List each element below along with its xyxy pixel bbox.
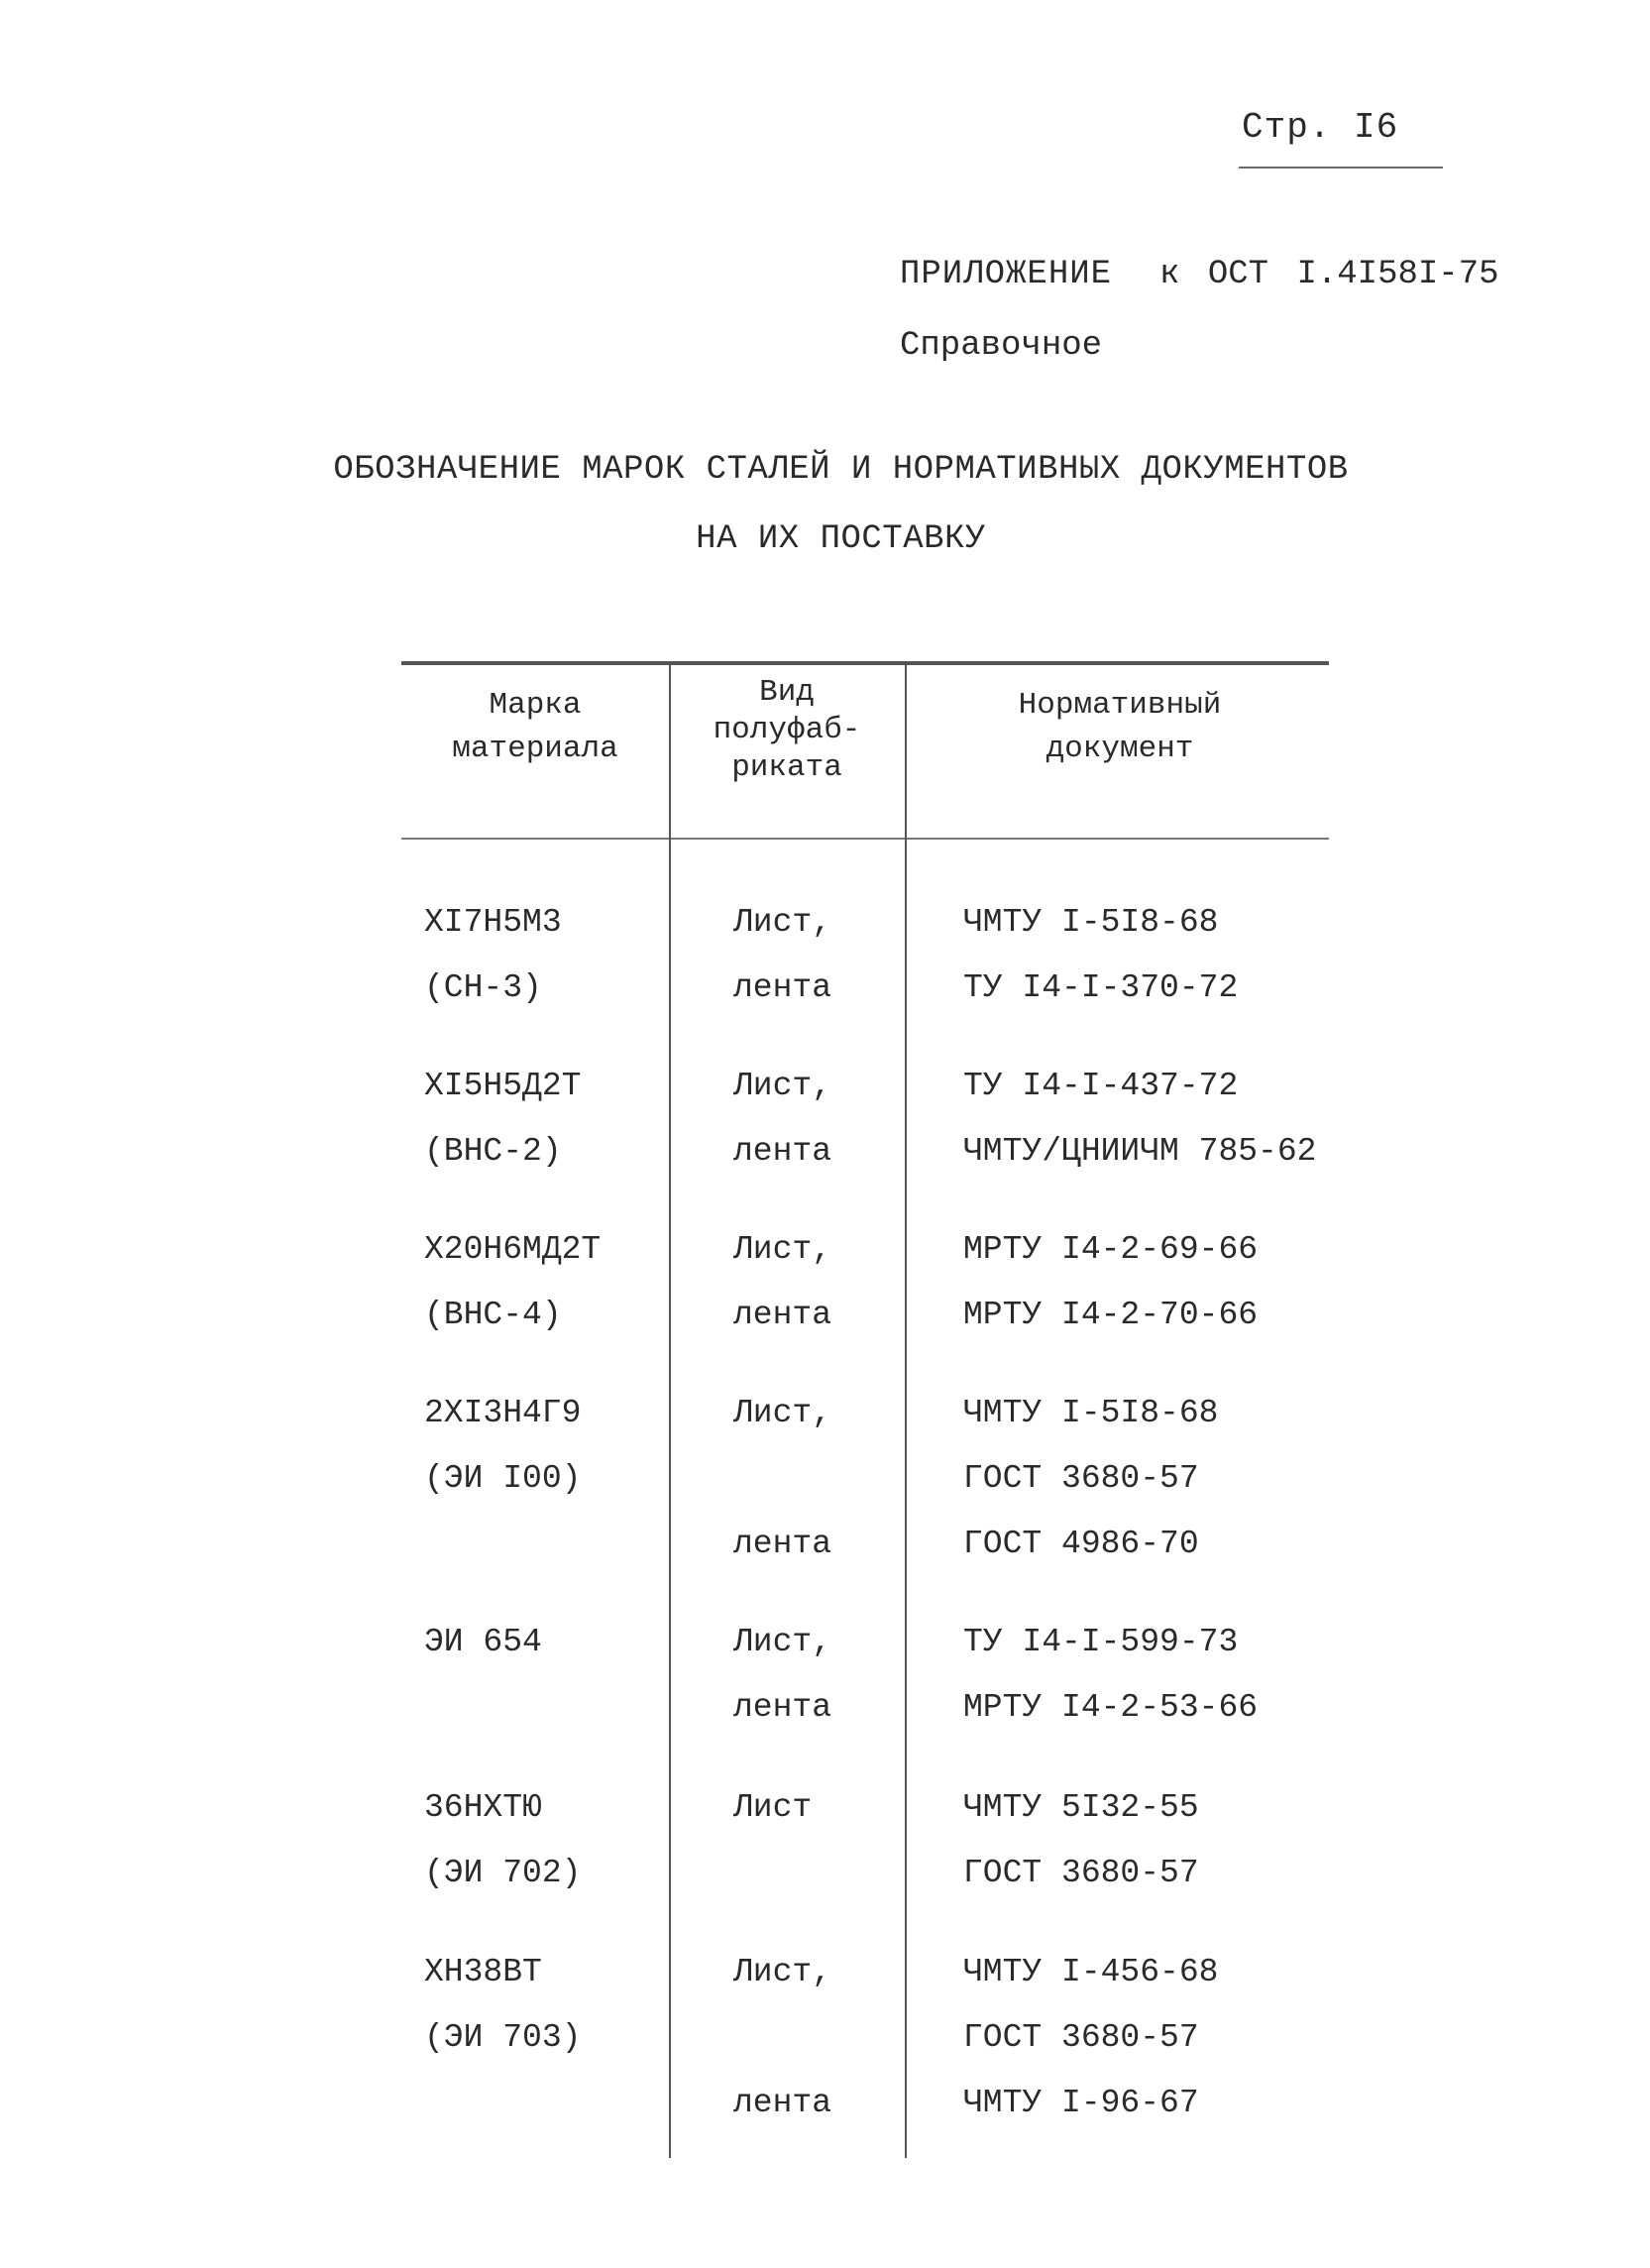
document-cell: ЧМТУ I-456-68 [963,1954,1219,1990]
document-cell: МРТУ I4-2-53-66 [963,1689,1259,1726]
document-cell: ГОСТ 3680-57 [963,1855,1199,1891]
header-document-line: Нормативный [1018,688,1222,723]
document-cell: ЧМТУ I-5I8-68 [963,904,1219,941]
header-document-line: документ [1045,732,1194,766]
grade-cell: XH38BT [424,1954,542,1990]
document-title-line-1: ОБОЗНАЧЕНИЕ МАРОК СТАЛЕЙ И НОРМАТИВНЫХ ДОКУМЕНТОВ [333,451,1349,489]
document-cell: ГОСТ 3680-57 [963,1460,1199,1497]
form-cell: лента [733,1689,832,1726]
grade-cell: X20H6MД2T [424,1231,602,1268]
column-divider [905,661,907,2158]
document-cell: МРТУ I4-2-70-66 [963,1297,1259,1333]
form-cell: лента [733,2085,832,2121]
grade-cell: 36HXTЮ [424,1789,542,1826]
grade-cell: (СН-3) [424,969,542,1006]
document-cell: ГОСТ 3680-57 [963,2019,1199,2056]
grade-cell: (ЭИ 702) [424,1855,582,1891]
header-grade-line: Марка [489,688,582,723]
document-cell: ЧМТУ I-96-67 [963,2085,1199,2121]
grade-cell: ЭИ 654 [424,1624,542,1660]
grade-cell: XI5H5Д2T [424,1068,582,1104]
table-header-rule [401,838,1329,840]
document-cell: ЧМТУ 5I32-55 [963,1789,1199,1826]
header-form [674,674,900,787]
form-cell: лента [733,1133,832,1170]
form-cell: Лист, [733,1068,832,1104]
header-form-line: риката [731,750,842,785]
form-cell: Лист, [733,1624,832,1660]
appendix-label: ПРИЛОЖЕНИЕ [900,256,1113,293]
document-cell: ГОСТ 4986-70 [963,1526,1199,1562]
grade-cell: XI7H5M3 [424,904,562,941]
appendix-reference: к ОСТ I.4I58I-75 [1159,256,1499,293]
form-cell: лента [733,1297,832,1333]
grade-cell: (ЭИ I00) [424,1460,582,1497]
grade-cell: (ВНС-2) [424,1133,562,1170]
grade-cell: (ЭИ 703) [424,2019,582,2056]
page-number: Стр. I6 [1242,107,1399,148]
document-cell: ЧМТУ/ЦНИИЧМ 785-62 [963,1133,1317,1170]
appendix-heading [900,256,1499,293]
column-divider [669,661,671,2158]
form-cell: лента [733,1526,832,1562]
header-document [922,684,1318,771]
table-top-rule [401,661,1329,665]
form-cell: Лист, [733,1231,832,1268]
document-cell: МРТУ I4-2-69-66 [963,1231,1259,1268]
document-cell: ТУ I4-I-437-72 [963,1068,1239,1104]
appendix-kind: Справочное [900,327,1103,365]
header-form-line: Вид [759,675,815,710]
form-cell: Лист, [733,904,832,941]
header-grade-line: материала [452,732,618,766]
document-title-line-2: НА ИХ ПОСТАВКУ [696,520,986,558]
grade-cell: (ВНС-4) [424,1297,562,1333]
form-cell: Лист, [733,1954,832,1990]
grade-cell: 2XI3H4Г9 [424,1395,582,1431]
header-form-line: полуфаб- [713,713,861,747]
form-cell: лента [733,969,832,1006]
document-cell: ТУ I4-I-370-72 [963,969,1239,1006]
document-cell: ТУ I4-I-599-73 [963,1624,1239,1660]
form-cell: Лист, [733,1395,832,1431]
header-grade [411,684,659,771]
form-cell: Лист [733,1789,813,1826]
page-number-underline [1239,167,1443,169]
document-cell: ЧМТУ I-5I8-68 [963,1395,1219,1431]
